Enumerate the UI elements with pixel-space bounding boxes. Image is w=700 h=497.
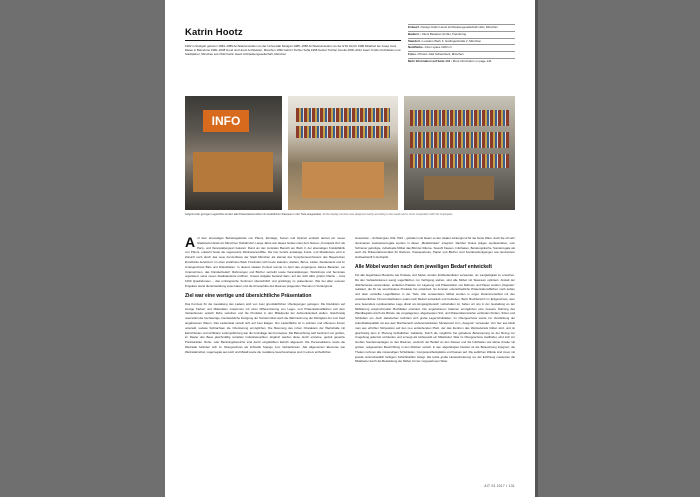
body-paragraph: Gesamtton – Schiefergrau, RAL 7015 – gehalten und bieten so den idealen Hintergrund für die bunte Ware. Auch die oft sehr dominanten Lieferantenregale wurden in dieser „Metalistruktur“ integriert. Darüber hinaus prägen repräsentative, vom Schreiner gefertigte, individuelle Möbel das Bild der Räume. Sowohl Kassen, Infotheken, Beratungstische, Sonderregale als auch die Präsentationsmöbel für Rahmen, Passepartouts, Papier und Bücher sind Sonderanfertigungen aus laminiertem Holzwerkstoff in Holzoptik. — [355, 236, 515, 260]
fact-key: Nutzfläche — [408, 45, 423, 50]
fact-key: Standort — [408, 38, 420, 43]
fact-key: Entwurf — [408, 25, 419, 29]
fact-row — [408, 38, 515, 45]
info-desk — [193, 152, 273, 192]
fact-key: Mehr Information auf Seite 144 — [408, 58, 451, 63]
author-rule — [185, 40, 401, 41]
fact-value: • More information on page 144 — [450, 58, 492, 63]
fact-row — [408, 51, 515, 58]
fact-row — [408, 44, 515, 51]
fact-value: • Photos Julia Schambeck, München — [416, 52, 464, 57]
drop-cap: A — [185, 234, 196, 250]
author-name: Katrin Hootz — [185, 27, 243, 38]
shelf-row — [410, 154, 509, 168]
photo-strip — [185, 96, 515, 210]
magazine-page — [165, 0, 535, 497]
counter — [424, 176, 494, 200]
bookshelf — [296, 126, 390, 138]
shelf-row — [410, 110, 509, 126]
info-sign: INFO — [203, 110, 249, 132]
text-column-right — [355, 236, 515, 365]
intro-text: uf dem ehemaligen Betriebsgelände von Pfanni, Zündapp, Kunert und Optimol entsteht derzeit ein neues Stadtviertel direkt am Münchner Ostbahnhof. Lange Jahre war dieses Gebiet unter dem Namen „Kunstpark Ost“ als Party- und Veranstaltungsort bekannt. Rund um den zentralen Bereich am Werk 3, der ehemaligen Knödelfabrik von Pfanni, entsteht heute die sogenannte Werksviertel-Mitte. Die hier bereits ansässige Kunst- und Musikszene wird in Zukunft noch durch das neue Konzerthaus der Stadt München als Heimat des Symphonieorchesters des Bayerischen Rundfunks bereichert. Im oben erwähnten Werk 3 befinden sich heute Galerien, Ateliers, Büros, Läden, Restaurants und im Untergeschoss Bars und Diskotheken. In diesem idealen Kontext konnte im April das vergangene Jahres Bavarian, ein Unternehmen, das Künstlerbedarf, Rahmungen und Bücher vertreibt sowie Veranstaltungen, Workshops und Seminare organisiert, seine neuen Stadtstandorte eröffnen. Unsere Aufgabe bestand darin, auf der nicht allzu großen Fläche – circa 1000 Quadratmeter – das umfangreiche Sortiment übersichtlich und großzügig zu präsentieren. Wie bei allen unseren Projekten stand die Entwicklung eines klaren und die Atmosphäre des Raumes prägenden Themas im Vordergrund. — [185, 236, 345, 288]
fact-value: • Client Bavarian GmbH, Freimtrring — [419, 31, 467, 36]
fact-key: Fotos — [408, 52, 416, 57]
photo-info-desk — [185, 96, 282, 210]
book-display-table — [302, 162, 384, 198]
fact-row — [408, 24, 515, 31]
subheading-1: Ziel war eine wertige und übersichtliche Präsentation — [185, 292, 312, 299]
subheading-2: Alle Möbel wurden nach dem jeweiligen Bedarf entwickelt — [355, 263, 492, 270]
intro-paragraph — [185, 236, 345, 289]
fact-value: • Design Katrin Hootz Architektengesellschaft mbH, München — [419, 25, 498, 29]
fact-row — [408, 58, 515, 65]
body-paragraph: Für alle begehbaren Bereiche wie Podeste und Stufen wurden Fußbodendielen verwendet, um Langlebigkeit zu erreichen. Da den Verkaufsräumen wenig Lagerflächen zur Verfügung stehen, sind alle Möbel mit Stauraum optimiert. Anstatt der üblicherweise verwendeten, einfachen Paletten zur Lagerung und Präsentation von Rahmen und Papier wurden „Pagoden“ realisiert, die für sie verschiedene Produkte frei entwickelt. So konnten unterschiedliche Präsentationsflächen nach außen und oben verstellte Lagerflächen in der Tiefe. Alle verwendeten Möbel wurden in enger Zusammenarbeit mit den verantwortlichen Firmenmitarbeitern exakt nach Bedarf entwickelt und betrieben. Beim Buchbereich im Erdgeschoss, dem eine besonders repräsentative Lage direkt am Eingangsbereich vorbehalten ist, haben wir uns in der Gestaltung an der Möblierung anspruchsvoller Buchläden orientiert. Die angehobenen Galerien ermöglichen eine bessere Nutzung des Wandbegiebs durch die Bünde, die vorgelagerten, abgetreppten Sitz- und Präsentationsstufen verbinden Podien, Sitzen und Schließen ein. Auch dazwischen befinden sich große Lagerschubladen. Im Obergeschoss wurde zur Verstärkung der Aufenthaltsqualität mit aus dem Buchbereich weiterentwickelten Sitzelement zum „Ausguck“ verwendet. Von hier aus blickt man aus erhöhter Sitzposition auf den neu entstehenden Platz, der das Zentrum des Werksviertels bilden wird, und ist gleichzeitig dem in Planung befindlichen Gebäude. Durch die möglichst frei gehaltene Befensterung ist der Bezug zur Umgebung jederzeit vorhanden und erzeugt als Höhepunkt ein Mitarbeiter. Was im Obergeschoss stattfindet, wird sich zur Großen Sonderenanlagen zu den Räumen, wodurch der Bedarf an den Kassen und die Infotheken wie kleine Kioske mit großen, aufgesetzten Beschriftung in den Flächen verteilt. In den abgehängten Decken ist die Beleuchtung integriert, die Theken nehmen alle notwendigen Schubladen, Computerarbeitsplätze und Kassen auf. Die seitlichen Wände sind innen mit jeweils unterschiedlich farbigem Schichtstoffen belegt. Die letzte große Herausforderung vor der Eröffnung meisterten die Mitarbeiter durch die Bestückung der Möbel mit der vorgesehenen Ware. — [355, 272, 515, 364]
photo-shop-floor — [404, 96, 515, 210]
caption-english: All the display furniture was designed mainly according to the needs and in close cooperation with the employees. — [322, 213, 454, 216]
page-footer: AIT 03.2017 • 131 — [484, 484, 515, 488]
author-bio: 1962 in Stuttgart geboren 1983–1989 Architekturstudium an der Universität Stuttgart 1985–1986 Architekturstudium an der ETH Zürich 1989 Mitarbeit bei Josep Lluís Mateo in Barcelona 1990–2008 Gund und Hootz Architekten, München 1996 Gebürt Tochter Sofia 1998 Geburt Tochter Amelie 2006–2012 Gastr. Kinder Architekten und Stadtplaner, München seit 2012 Katrin Hootz Architektengesellschaft, München — [185, 44, 401, 57]
fact-value: • Floor space 1000 m² — [423, 45, 452, 50]
page-edge-shadow — [535, 0, 538, 497]
caption-german: Aufgrund der geringen Lagerhöhe wurden alle Präsentationsmöbel mit zusätzlichen Stauraum in der Tiefe ausgestattet. — [185, 213, 322, 216]
text-column-left — [185, 236, 345, 356]
fact-row — [408, 31, 515, 38]
shelf-row — [410, 132, 509, 148]
body-paragraph: Das Konzept für die Gestaltung des Ladens wird von zwei grundsätzlichen Überlegungen getragen. Die Reduktion auf wenige Farben und Materialien zusammen mit einer Differenzierung von Lager- und Präsentationsflächen soll dem Verkaufsraum optisch Ruhe verleihen und die Produkte in den Mittelpunkt der Aufmerksamkeit stellen. Gleichzeitig unterstützt die hochwertige, handwerkliche Fertigung der Sondermöbel auch die Wahrnehmung der Wertigkeit der zum Kauf angebotenen Waren. Das Ladenlokal verteilt sich auf zwei Etagen. Der Ladenfläche ist in Lichtern und offeneren Zonen unterteilt, sodass Sichtachsen die Orientierung ermöglichen. Die Betonung des rohen Charakters der Werkshalle mit Estrichboden und sichtbarer Leitungsführung war die Grundlage des Konzeptes. Die Beleuchtung wird bestimmt von großen, im Raster des Baus gleichmäßig verteilten Industrieleuchten. Ergänzt werden diese durch einzelne, gezielt gesetzte Punktstrahler. Ruhe- oder Beratungsbereiche sind durch eingefärbten Estrich abgesetzt. Die Personalräume sowie die Werkstatt befinden sich im Obergeschoss als lichtvolle Spange zum Verkaufsraum. Alle allgemeinen Elemente wie Werkstattmöbel, Lagerregale aus Holz und Metall sowie die metallene Geschosstreppe sind in einem einheitlichen — [185, 301, 345, 354]
fact-value: • Location Werk 3, Grafingerstraße 2, München — [420, 38, 482, 43]
photo-caption — [185, 213, 515, 217]
bookshelf — [296, 108, 390, 122]
project-facts — [408, 24, 515, 65]
fact-key: Bauherr — [408, 31, 420, 36]
photo-book-area — [288, 96, 398, 210]
